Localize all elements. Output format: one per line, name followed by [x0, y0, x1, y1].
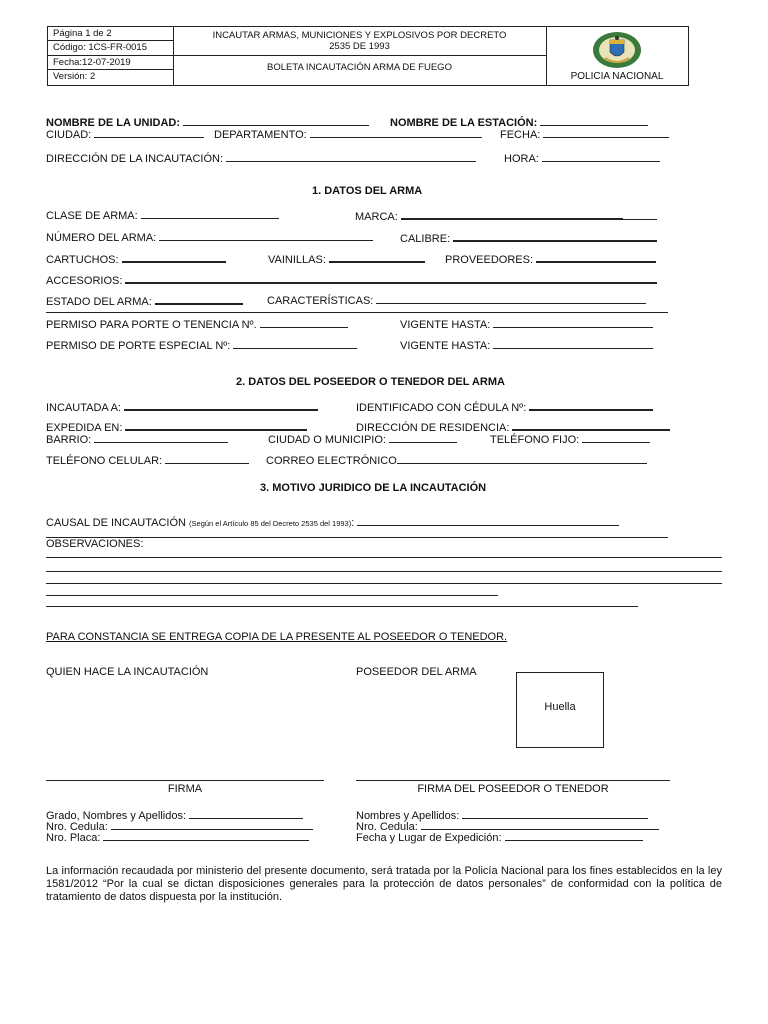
field-vainillas-label: VAINILLAS:	[268, 254, 326, 266]
observaciones-line-3[interactable]	[46, 583, 722, 584]
header-table	[47, 26, 689, 86]
departamento-blank[interactable]	[310, 126, 482, 138]
field-placa	[46, 829, 309, 844]
observaciones-line-4[interactable]	[46, 595, 498, 596]
field-ciudad	[46, 126, 204, 141]
constancia-text: PARA CONSTANCIA SE ENTREGA COPIA DE LA PRESENTE AL POSEEDOR O TENEDOR.	[46, 631, 508, 643]
field-permiso-especial-label: PERMISO DE PORTE ESPECIAL Nº:	[46, 340, 231, 352]
field-grado-label: Grado, Nombres y Apellidos:	[46, 810, 187, 822]
field-cedula-right-label: Nro. Cedula:	[356, 821, 418, 833]
observaciones-line-5[interactable]	[46, 606, 638, 607]
section2-title: 2. DATOS DEL POSEEDOR O TENEDOR DEL ARMA	[236, 376, 505, 388]
header-row-line	[48, 55, 173, 56]
field-causal-note: (Según el Artículo 85 del Decreto 2535 del 1993)	[189, 519, 352, 528]
caracteristicas-blank[interactable]	[376, 292, 646, 304]
field-barrio-label: BARRIO:	[46, 434, 92, 446]
correo-blank[interactable]	[397, 452, 647, 464]
field-vigente1-label: VIGENTE HASTA:	[400, 319, 491, 331]
field-calibre-label: CALIBRE:	[400, 233, 451, 245]
field-direccion-res-label: DIRECCIÓN DE RESIDENCIA:	[356, 422, 510, 434]
field-clase-label: CLASE DE ARMA:	[46, 210, 138, 222]
field-identificado-label: IDENTIFICADO CON CÉDULA Nº:	[356, 402, 527, 414]
incautada-blank[interactable]	[124, 398, 318, 411]
observaciones-line-1[interactable]	[46, 557, 722, 558]
field-ciudad-mun	[268, 431, 457, 446]
field-incautada-label: INCAUTADA A:	[46, 402, 121, 414]
field-proveedores-label: PROVEEDORES:	[445, 254, 534, 266]
field-incautada	[46, 398, 318, 414]
permiso-porte-blank[interactable]	[260, 316, 348, 328]
firma-poseedor-line[interactable]	[356, 780, 670, 781]
field-telefono-fijo	[490, 431, 650, 446]
huella-label: Huella	[544, 701, 576, 713]
firma-poseedor-label: FIRMA DEL POSEEDOR O TENEDOR	[417, 783, 609, 795]
field-calibre	[400, 229, 657, 245]
field-departamento-label: DEPARTAMENTO:	[214, 129, 307, 141]
field-direccion	[46, 150, 476, 165]
field-vigente2-label: VIGENTE HASTA:	[400, 340, 491, 352]
field-expedicion	[356, 829, 643, 844]
field-vainillas	[268, 250, 425, 266]
field-cartuchos-label: CARTUCHOS:	[46, 254, 119, 266]
header-subtitle: BOLETA INCAUTACIÓN ARMA DE FUEGO	[267, 62, 452, 73]
accesorios-blank[interactable]	[125, 271, 657, 284]
header-title-line1: INCAUTAR ARMAS, MUNICIONES Y EXPLOSIVOS POR DECRETO	[212, 30, 507, 41]
vigente2-blank[interactable]	[493, 337, 653, 349]
firma-label: FIRMA	[167, 783, 203, 795]
field-telefono-fijo-label: TELÉFONO FIJO:	[490, 434, 580, 446]
causal-blank[interactable]	[357, 514, 619, 526]
header-code: Código: 1CS-FR-0015	[53, 42, 147, 53]
observaciones-label: OBSERVACIONES:	[46, 538, 144, 550]
field-accesorios	[46, 271, 657, 287]
field-cartuchos	[46, 250, 226, 266]
field-caracteristicas-label: CARACTERÍSTICAS:	[267, 295, 374, 307]
placa-blank[interactable]	[103, 829, 309, 841]
hora-blank[interactable]	[542, 150, 660, 162]
caracteristicas-extra-line[interactable]	[46, 312, 668, 313]
header-row-line	[173, 55, 546, 56]
header-title-line2: 2535 DE 1993	[329, 41, 390, 52]
expedicion-blank[interactable]	[505, 829, 643, 841]
vainillas-blank[interactable]	[329, 250, 425, 263]
field-marca	[355, 207, 657, 223]
field-permiso-porte	[46, 316, 348, 331]
field-marca-label: MARCA:	[355, 211, 398, 223]
field-cedula-left-label: Nro. Cedula:	[46, 821, 108, 833]
header-row-line	[48, 40, 173, 41]
field-clase	[46, 207, 279, 222]
field-celular	[46, 452, 249, 467]
field-unidad-label: NOMBRE DE LA UNIDAD:	[46, 117, 181, 129]
estacion-blank[interactable]	[540, 114, 648, 126]
calibre-blank[interactable]	[453, 229, 657, 242]
section3-title: 3. MOTIVO JURIDICO DE LA INCAUTACIÓN	[260, 482, 487, 494]
field-proveedores	[445, 250, 656, 266]
direccion-blank[interactable]	[226, 150, 476, 162]
field-correo	[266, 452, 647, 467]
field-expedicion-label: Fecha y Lugar de Expedición:	[356, 832, 502, 844]
field-estacion-label: NOMBRE DE LA ESTACIÓN:	[390, 117, 538, 129]
marca-blank-tail[interactable]	[623, 208, 657, 220]
ciudad-mun-blank[interactable]	[389, 431, 457, 443]
field-nombres-label: Nombres y Apellidos:	[356, 810, 460, 822]
marca-blank[interactable]	[401, 207, 623, 220]
identificado-blank[interactable]	[529, 398, 653, 411]
field-causal-label: CAUSAL DE INCAUTACIÓN	[46, 517, 186, 529]
proveedores-blank[interactable]	[536, 250, 656, 263]
telefono-fijo-blank[interactable]	[582, 431, 650, 443]
ciudad-blank[interactable]	[94, 126, 204, 138]
field-ciudad-label: CIUDAD:	[46, 129, 92, 141]
field-accesorios-label: ACCESORIOS:	[46, 275, 123, 287]
section1-title: 1. DATOS DEL ARMA	[312, 185, 423, 197]
quien-incauta-label: QUIEN HACE LA INCAUTACIÓN	[46, 666, 209, 678]
header-org: POLICIA NACIONAL	[570, 71, 664, 82]
legal-notice: La información recaudada por ministerio del presente documento, será tratada por la Policía Nacional para los fines establecidos en la ley 1581/2012 “Por la cual se dictan disposiciones generales para la protección de datos personales” de conformidad con la política de tratamiento de datos dispuesta por la institución.	[46, 865, 722, 903]
fecha-blank[interactable]	[543, 126, 669, 138]
poseedor-label: POSEEDOR DEL ARMA	[356, 666, 477, 678]
field-barrio	[46, 431, 228, 446]
field-causal: CAUSAL DE INCAUTACIÓN (Según el Artículo 85 del Decreto 2535 del 1993):	[46, 514, 619, 529]
huella-box[interactable]	[516, 672, 604, 748]
numero-blank[interactable]	[159, 229, 373, 241]
header-date: Fecha:12-07-2019	[53, 57, 131, 68]
field-numero-label: NÚMERO DEL ARMA:	[46, 232, 157, 244]
field-estado	[46, 292, 243, 308]
field-fecha-label: FECHA:	[500, 129, 541, 141]
barrio-blank[interactable]	[94, 431, 228, 443]
field-celular-label: TELÉFONO CELULAR:	[46, 455, 163, 467]
observaciones-line-2[interactable]	[46, 571, 722, 572]
field-vigente2	[400, 337, 653, 352]
clase-blank[interactable]	[141, 207, 279, 219]
field-permiso-especial	[46, 337, 357, 352]
direccion-res-blank[interactable]	[512, 418, 670, 431]
field-direccion-label: DIRECCIÓN DE LA INCAUTACIÓN:	[46, 153, 224, 165]
field-estado-label: ESTADO DEL ARMA:	[46, 296, 152, 308]
field-caracteristicas	[267, 292, 646, 307]
field-identificado	[356, 398, 653, 414]
header-page: Página 1 de 2	[53, 28, 112, 39]
field-ciudad-mun-label: CIUDAD O MUNICIPIO:	[268, 434, 386, 446]
field-departamento	[214, 126, 482, 141]
police-shield-icon	[591, 30, 643, 70]
vigente1-blank[interactable]	[493, 316, 653, 328]
field-hora	[504, 150, 660, 165]
field-numero	[46, 229, 373, 244]
unidad-blank[interactable]	[183, 114, 369, 126]
field-permiso-porte-label: PERMISO PARA PORTE O TENENCIA Nº.	[46, 319, 257, 331]
celular-blank[interactable]	[165, 452, 249, 464]
expedida-blank[interactable]	[125, 418, 307, 431]
permiso-especial-blank[interactable]	[233, 337, 357, 349]
header-version: Versión: 2	[53, 71, 96, 82]
field-placa-label: Nro. Placa:	[46, 832, 101, 844]
field-hora-label: HORA:	[504, 153, 539, 165]
firma-line[interactable]	[46, 780, 324, 781]
field-correo-label: CORREO ELECTRÓNICO	[266, 455, 397, 467]
header-row-line	[48, 69, 173, 70]
estado-blank[interactable]	[155, 292, 243, 305]
field-vigente1	[400, 316, 653, 331]
field-fecha	[500, 126, 669, 141]
cartuchos-blank[interactable]	[122, 250, 226, 263]
field-expedida-label: EXPEDIDA EN:	[46, 422, 123, 434]
